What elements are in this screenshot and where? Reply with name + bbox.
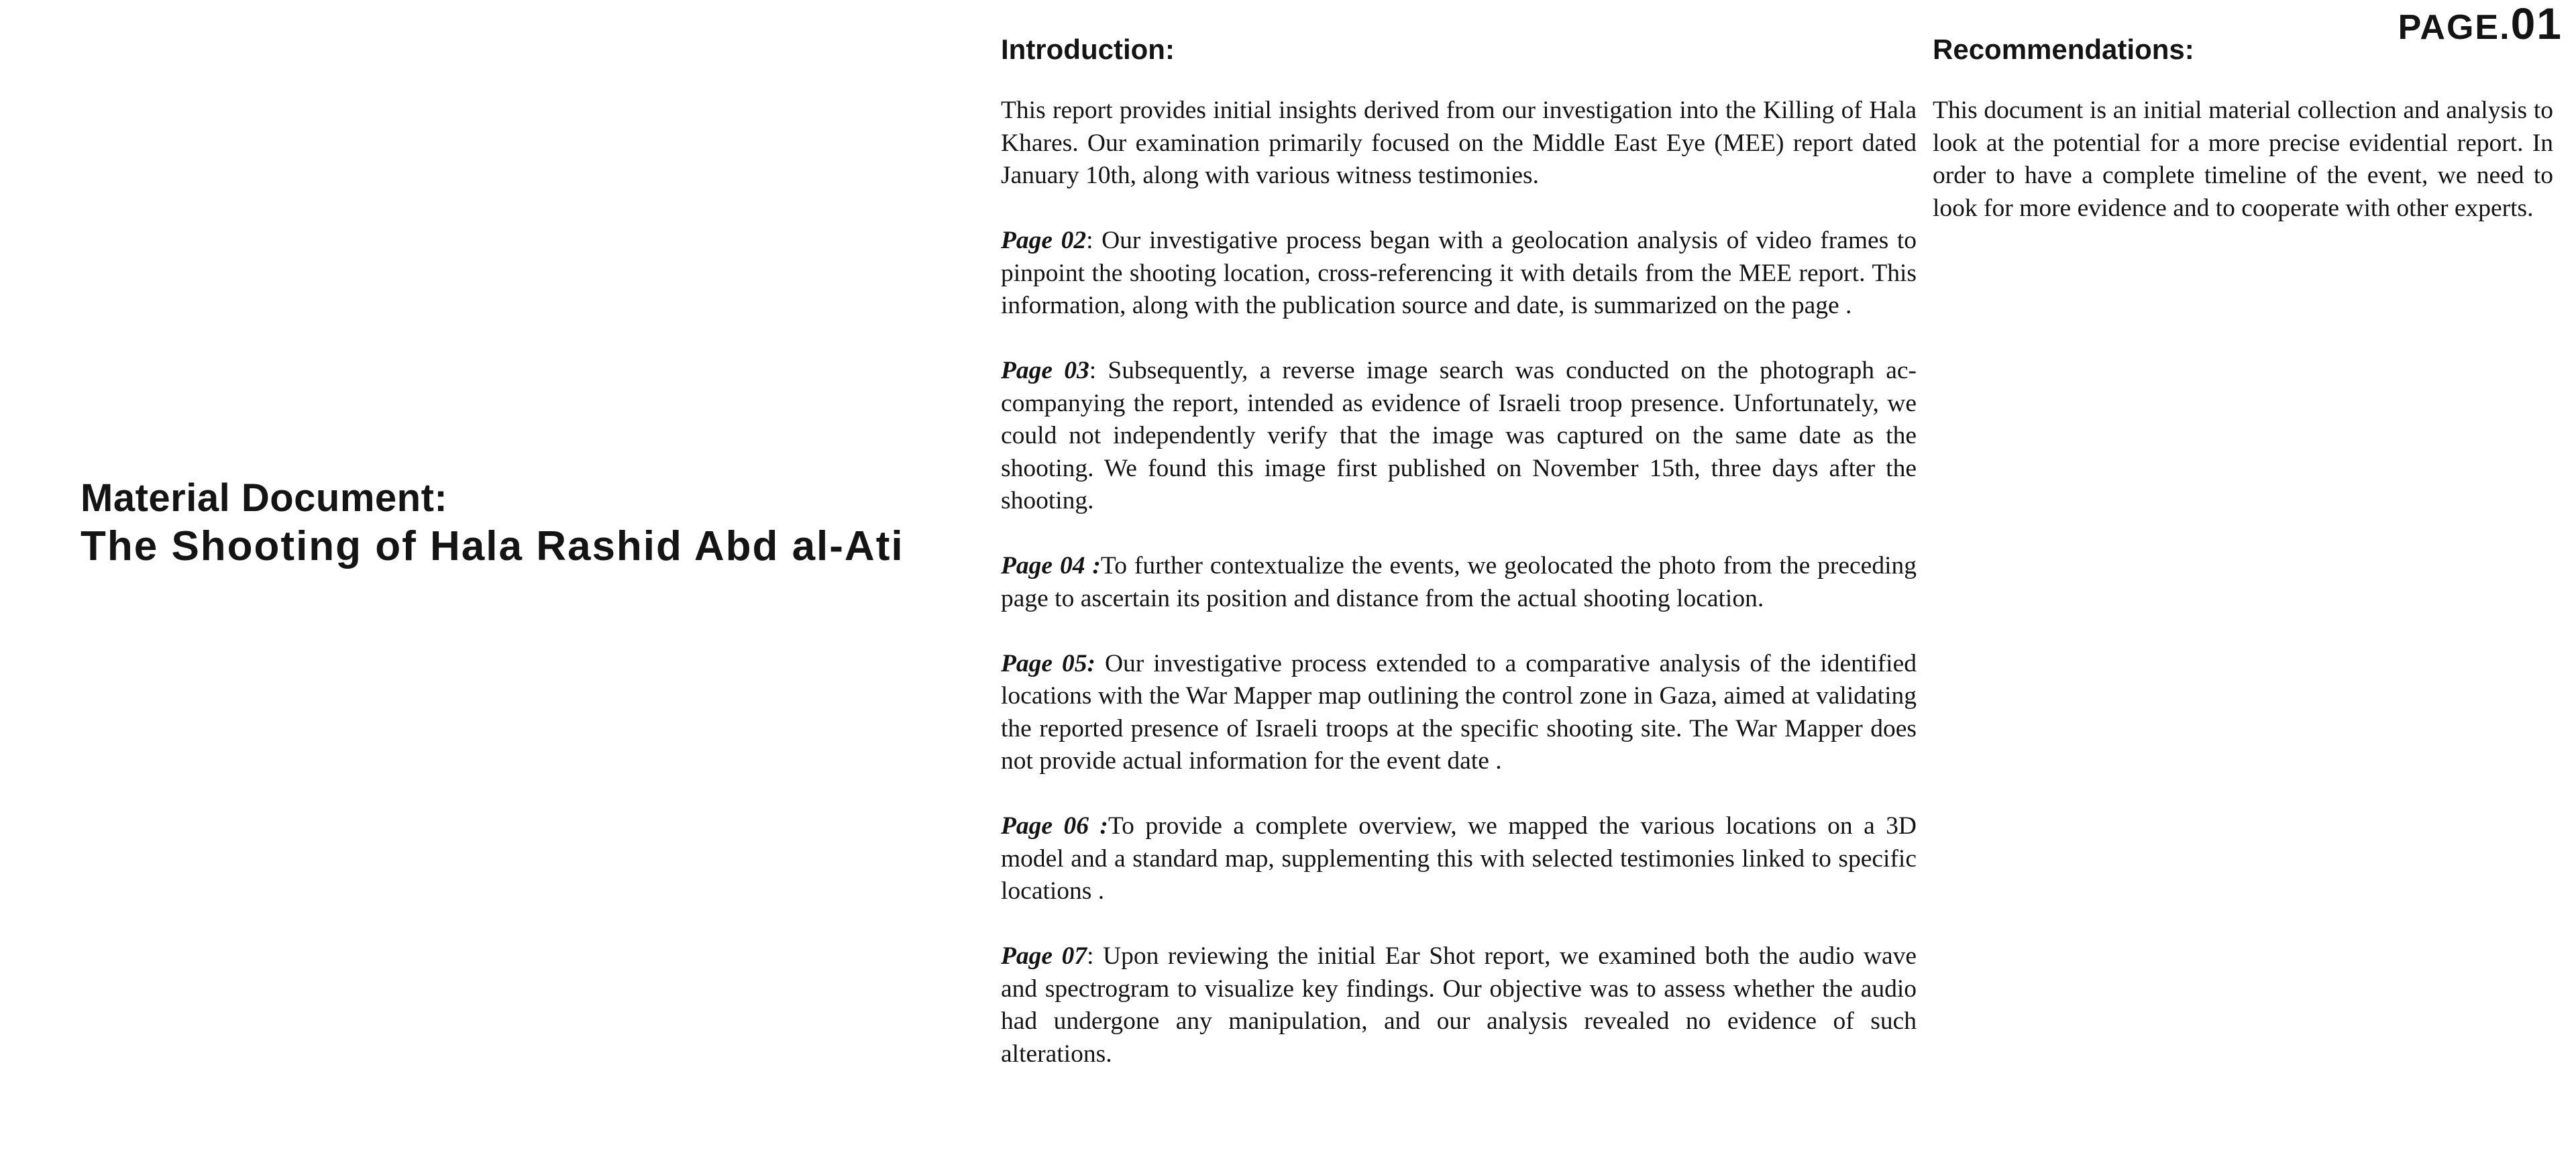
- page-05-ref: Page 05:: [1001, 649, 1095, 677]
- page-number-value: 01: [2510, 0, 2563, 48]
- document-title-line1: Material Document:: [80, 476, 448, 520]
- page-05-paragraph: [1001, 648, 1917, 778]
- introduction-heading: Introduction:: [1001, 34, 1175, 65]
- page-04-ref: Page 04 :: [1001, 552, 1101, 579]
- page-05-text: Our investigative process extended to a comparative analysis of the identified locations with the War Mapper map outlining the control zone in Gaza, aimed at validating the reported presence of Israeli troops at the specific shooting site. The War Mapper does not provide actual information for the event date .: [1001, 649, 1917, 775]
- page-02-paragraph: [1001, 225, 1917, 323]
- page-03-text: : Subsequently, a reverse image search was conducted on the photograph accompanying the report, intended as evidence of Israeli troop presence. Unfortunately, we could not independently verify that the image was captured on the same date as the shooting. We found this image first published on November 15th, three days after the shooting.: [1001, 357, 1917, 514]
- page-03-paragraph: [1001, 355, 1917, 518]
- document-title: [80, 474, 953, 571]
- recommendations-section: [1933, 31, 2553, 225]
- page-03-ref: Page 03: [1001, 357, 1089, 384]
- page-04-text: To further contextualize the events, we geolocated the photo from the preceding page to ascertain its position and distance from the actual shooting location.: [1001, 552, 1917, 612]
- introduction-section: [1001, 31, 1917, 1070]
- page-number-label: PAGE.: [2398, 8, 2511, 47]
- recommendations-paragraph: This document is an initial material collection and analysis to look at the potential for a more precise evidential report. In order to have a complete timeline of the event, we need to look for more evidence and to cooperate with other experts.: [1933, 97, 2553, 222]
- introduction-paragraph: This report provides initial insights derived from our investigation into the Killing of Hala Khares. Our examination primarily focused on the Middle East Eye (MEE) report dated January 10th, along with various witness testimonies.: [1001, 97, 1917, 189]
- page-04-paragraph: [1001, 550, 1917, 615]
- page-02-text: : Our investigative process began with a geolocation analysis of video frames to pinpoint the shooting location, cross-referencing it with details from the MEE report. This information, along with the publication source and date, is summarized on the page .: [1001, 227, 1917, 319]
- page-06-ref: Page 06 :: [1001, 812, 1108, 840]
- page-07-ref: Page 07: [1001, 942, 1087, 970]
- page-07-paragraph: [1001, 940, 1917, 1070]
- document-title-line2: The Shooting of Hala Rashid Abd al-Ati: [80, 523, 904, 569]
- page-06-text: To provide a complete overview, we mapped the various locations on a 3D model and a standard map, supplementing this with selected testimonies linked to specific locations .: [1001, 812, 1917, 905]
- page-06-paragraph: [1001, 810, 1917, 908]
- page-02-ref: Page 02: [1001, 227, 1087, 254]
- page-07-text: : Upon reviewing the initial Ear Shot report, we examined both the audio wave and spectrogram to visualize key findings. Our objective was to assess whether the audio had undergone any manipulation, and our analysis revealed no evidence of such alterations.: [1001, 942, 1917, 1068]
- recommendations-heading: Recommendations:: [1933, 34, 2194, 65]
